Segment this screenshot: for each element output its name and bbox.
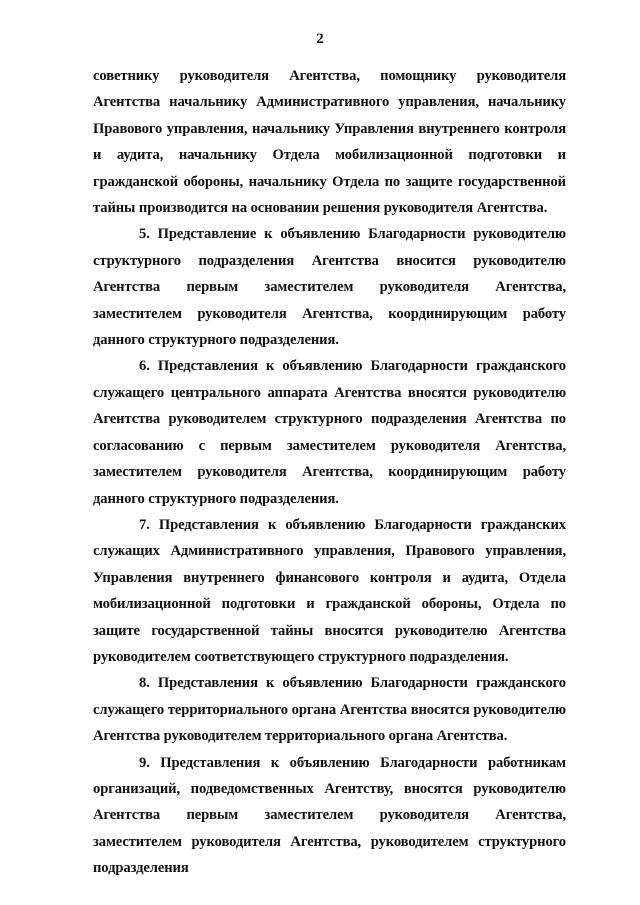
paragraph-item-8: 8. Представления к объявлению Благодарности гражданского служащего территориального органа Агентства вносятся руководителю Агентства руководителем территориального органа Агентства. <box>93 675 566 745</box>
paragraph-item-9: 9. Представления к объявлению Благодарности работникам организаций, подведомственных Агентству, вносятся руководителю Агентства первым заместителем руководителя Агентства, заместителем руководителя Агентства, руководителем структурного подразделения <box>93 754 566 877</box>
page-number: 2 <box>316 31 324 47</box>
paragraph-item-6: 6. Представления к объявлению Благодарности гражданского служащего центрального аппарата Агентства вносятся руководителю Агентства руководителем структурного подразделения Агентства по согласованию с первым заместителем руководителя Агентства, заместителем руководителя Агентства, координирующим работу данного структурного подразделения. <box>93 358 566 507</box>
paragraph-item-7: 7. Представления к объявлению Благодарности гражданских служащих Административного управления, Правового управления, Управления внутреннего финансового контроля и аудита, Отдела мобилизационной подготовки и гражданской обороны, Отдела по защите государственной тайны вносятся руководителю Агентства руководителем соответствующего структурного подразделения. <box>93 516 566 665</box>
paragraph-continuation: советнику руководителя Агентства, помощнику руководителя Агентства начальнику Административного управления, начальнику Правового управления, начальнику Управления внутреннего контроля и аудита, начальнику Отдела мобилизационной подготовки и гражданской обороны, начальнику Отдела по защите государственной тайны производится на основании решения руководителя Агентства. <box>93 68 566 217</box>
paragraph-item-5: 5. Представление к объявлению Благодарности руководителю структурного подразделения Агентства вносится руководителю Агентства первым заместителем руководителя Агентства, заместителем руководителя Агентства, координирующим работу данного структурного подразделения. <box>93 226 566 349</box>
document-body <box>93 63 566 882</box>
